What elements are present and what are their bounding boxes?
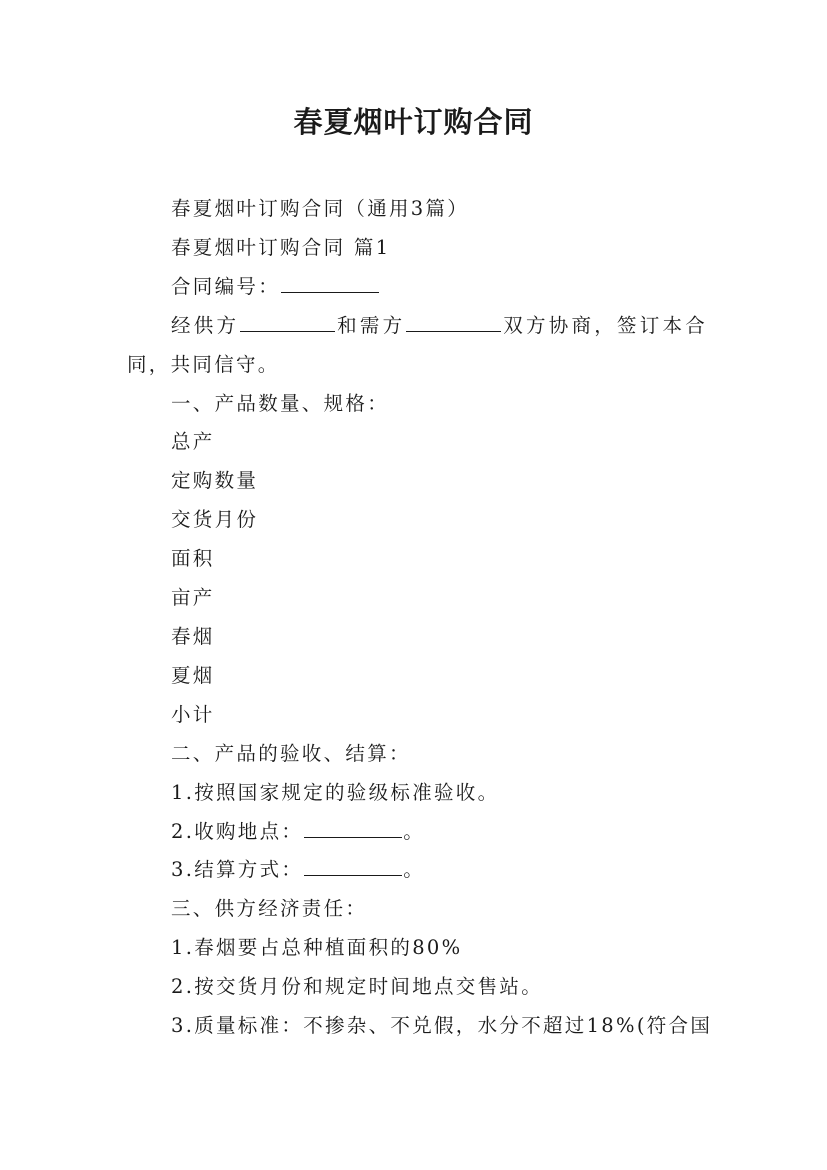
list-item: 定购数量 bbox=[171, 469, 259, 493]
paragraph-collection-title: 春夏烟叶订购合同（通用3篇） bbox=[171, 197, 470, 220]
document-body bbox=[127, 190, 713, 1046]
list-item: 春烟 bbox=[171, 624, 215, 648]
list-item: 面积 bbox=[171, 547, 215, 571]
section-heading-supplier-duty: 三、供方经济责任： bbox=[171, 897, 368, 921]
clause-settlement-method bbox=[127, 851, 707, 890]
settlement-method-blank bbox=[304, 857, 402, 876]
purchase-location-blank bbox=[304, 819, 402, 838]
contract-number-blank bbox=[281, 274, 379, 293]
purchase-location-end: 。 bbox=[403, 819, 426, 843]
parties-text-c: 双方协商，签订本合同，共同信守。 bbox=[127, 313, 708, 376]
paragraph-parties bbox=[127, 307, 707, 385]
section-heading-quantity: 一、产品数量、规格： bbox=[171, 391, 390, 415]
settlement-method-end: 。 bbox=[403, 858, 426, 882]
document-title: 春夏烟叶订购合同 bbox=[293, 105, 534, 139]
paragraph-contract-number bbox=[127, 268, 707, 307]
contract-number-label: 合同编号： bbox=[171, 274, 281, 298]
clause-quality-standard: 3.质量标准：不掺杂、不兑假，水分不超过18%(符合国 bbox=[171, 1014, 713, 1038]
list-item: 总产 bbox=[171, 430, 215, 454]
parties-text-a: 经供方 bbox=[171, 313, 240, 337]
clause-acceptance-standard: 1.按照国家规定的验级标准验收。 bbox=[171, 780, 500, 804]
list-item: 小计 bbox=[171, 702, 215, 726]
section-heading-acceptance: 二、产品的验收、结算： bbox=[171, 741, 411, 765]
list-item: 交货月份 bbox=[171, 508, 259, 532]
list-item: 亩产 bbox=[171, 586, 215, 610]
buyer-blank bbox=[406, 313, 501, 332]
list-item: 夏烟 bbox=[171, 663, 215, 687]
clause-spring-tobacco-share: 1.春烟要占总种植面积的80% bbox=[171, 936, 463, 960]
clause-delivery-schedule: 2.按交货月份和规定时间地点交售站。 bbox=[171, 975, 544, 999]
clause-purchase-location bbox=[127, 813, 707, 852]
settlement-method-label: 3.结算方式： bbox=[171, 858, 304, 882]
paragraph-part-heading: 春夏烟叶订购合同 篇1 bbox=[171, 235, 391, 259]
parties-text-b: 和需方 bbox=[336, 313, 406, 337]
supplier-blank bbox=[240, 313, 335, 332]
purchase-location-label: 2.收购地点： bbox=[171, 819, 304, 843]
